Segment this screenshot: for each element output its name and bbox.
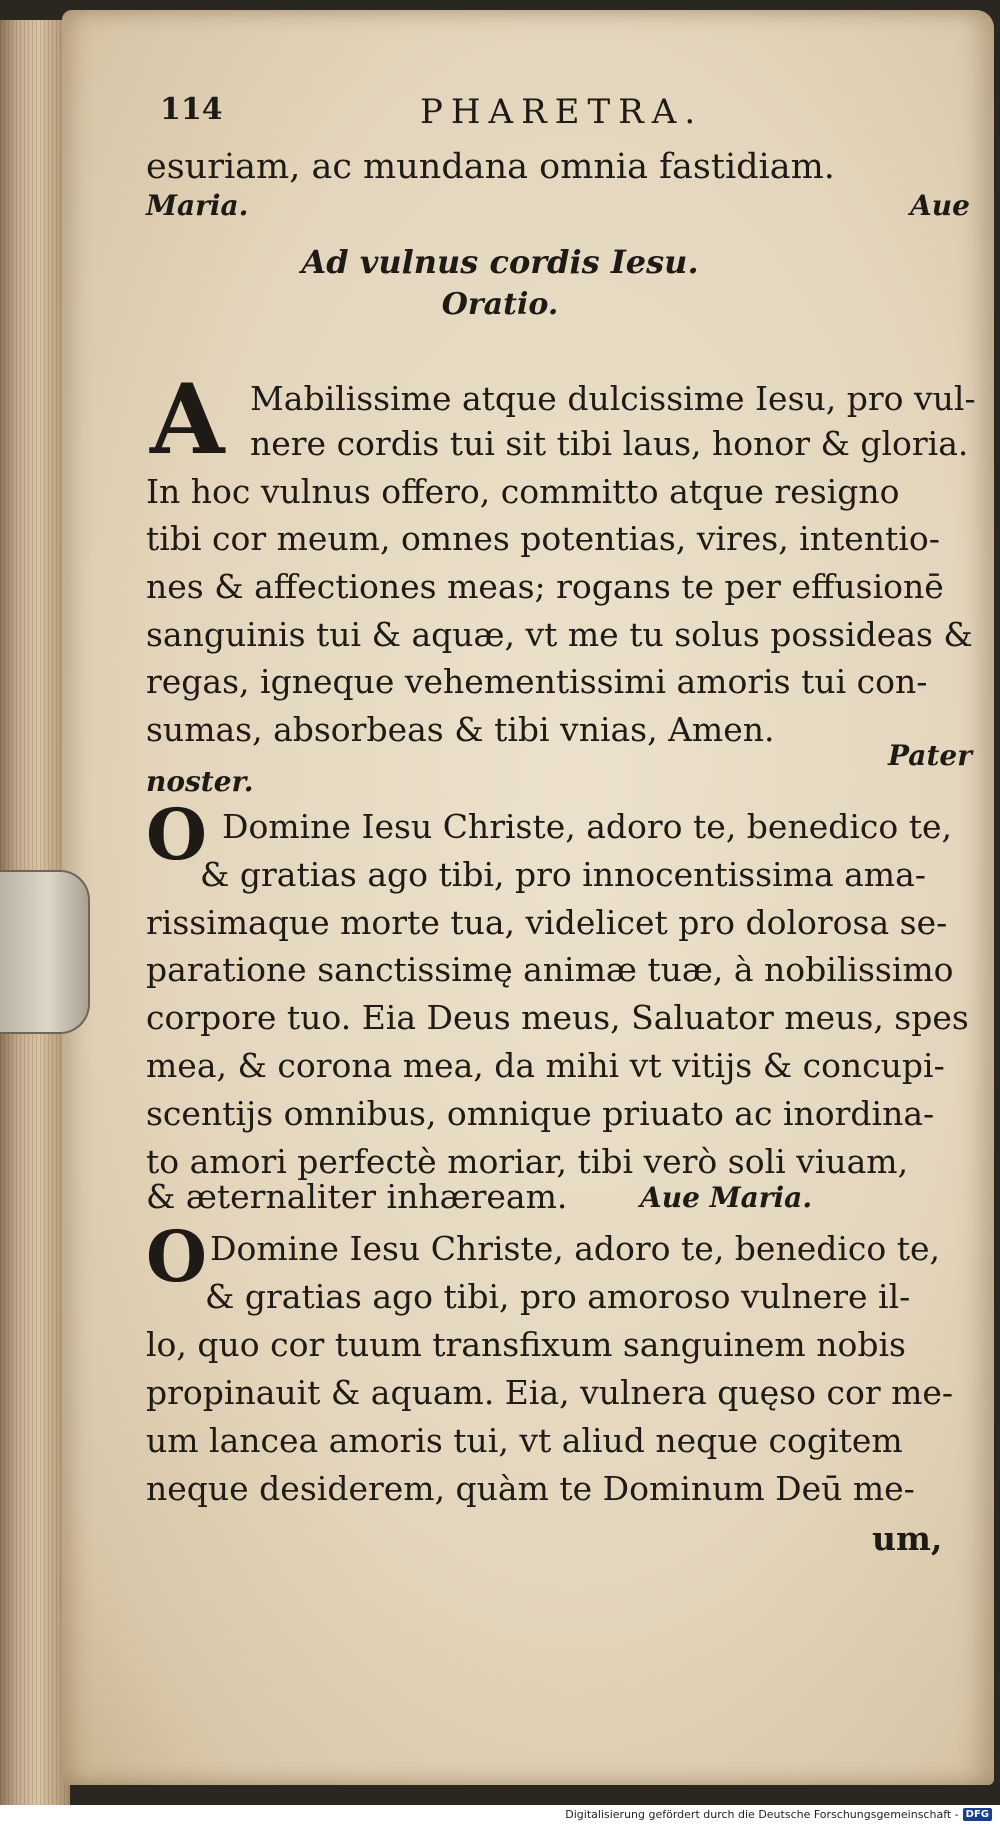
text-line: rissimaque morte tua, videlicet pro dolorosa se- (146, 903, 948, 942)
text-line-maria: Maria. (146, 189, 249, 222)
running-title: PHARETRA. (420, 92, 704, 132)
text-line: sanguinis tui & aquæ, vt me tu solus possideas & (146, 615, 973, 654)
text-line: to amori perfectè moriar, tibi verò soli viuam, (146, 1142, 909, 1181)
text-line: & gratias ago tibi, pro amoroso vulnere il- (205, 1277, 911, 1316)
text-line: sumas, absorbeas & tibi vnias, Amen. (146, 710, 775, 749)
digitization-credit (565, 1808, 992, 1821)
running-header (160, 92, 920, 142)
text-line: nes & affectiones meas; rogans te per effusionē (146, 567, 944, 606)
section-heading: Ad vulnus cordis Iesu. (301, 243, 699, 281)
dfg-logo: DFG (963, 1808, 992, 1821)
section-subheading: Oratio. (441, 287, 559, 322)
text-line: regas, igneque vehementissimi amoris tui con- (146, 662, 928, 701)
text-line: tibi cor meum, omnes potentias, vires, intentio- (146, 519, 940, 558)
text-line: Domine Iesu Christe, adoro te, benedico te, (222, 807, 953, 846)
drop-capital: O (146, 1215, 207, 1298)
text-line: um lancea amoris tui, vt aliud neque cogitem (146, 1421, 903, 1460)
text-line: propinauit & aquam. Eia, vulnera quęso cor me- (146, 1373, 954, 1412)
book-clasp (0, 870, 90, 1034)
text-noster: noster. (146, 765, 254, 798)
text-aue-maria: Aue Maria. (640, 1181, 813, 1214)
text-line: Mabilissime atque dulcissime Iesu, pro vul- (250, 379, 976, 418)
credit-text: Digitalisierung gefördert durch die Deutsche Forschungsgemeinschaft - (565, 1808, 959, 1821)
text-line: esuriam, ac mundana omnia fastidiam. (146, 147, 835, 187)
text-line: & gratias ago tibi, pro innocentissima ama- (200, 855, 926, 894)
text-line: & æternaliter inhæream. (146, 1177, 568, 1216)
catchword: um, (872, 1519, 943, 1558)
drop-capital: O (146, 793, 207, 876)
text-line: nere cordis tui sit tibi laus, honor & gloria. (250, 424, 969, 463)
text-line: corpore tuo. Eia Deus meus, Saluator meus, spes (146, 998, 969, 1037)
text-line: scentijs omnibus, omnique priuato ac inordina- (146, 1094, 935, 1133)
text-line: paratione sanctissimę animæ tuæ, à nobilissimo (146, 950, 954, 989)
text-line: neque desiderem, quàm te Dominum Deū me- (146, 1469, 915, 1508)
page-number: 114 (160, 92, 223, 127)
text-line: In hoc vulnus offero, committo atque resigno (146, 472, 900, 511)
text-pater: Pater (888, 739, 972, 772)
drop-capital: A (150, 363, 225, 476)
text-line: lo, quo cor tuum transfixum sanguinem nobis (146, 1325, 906, 1364)
catch-aue: Aue (910, 189, 970, 222)
text-line: mea, & corona mea, da mihi vt vitijs & concupi- (146, 1046, 945, 1085)
text-line: Domine Iesu Christe, adoro te, benedico te, (210, 1229, 941, 1268)
